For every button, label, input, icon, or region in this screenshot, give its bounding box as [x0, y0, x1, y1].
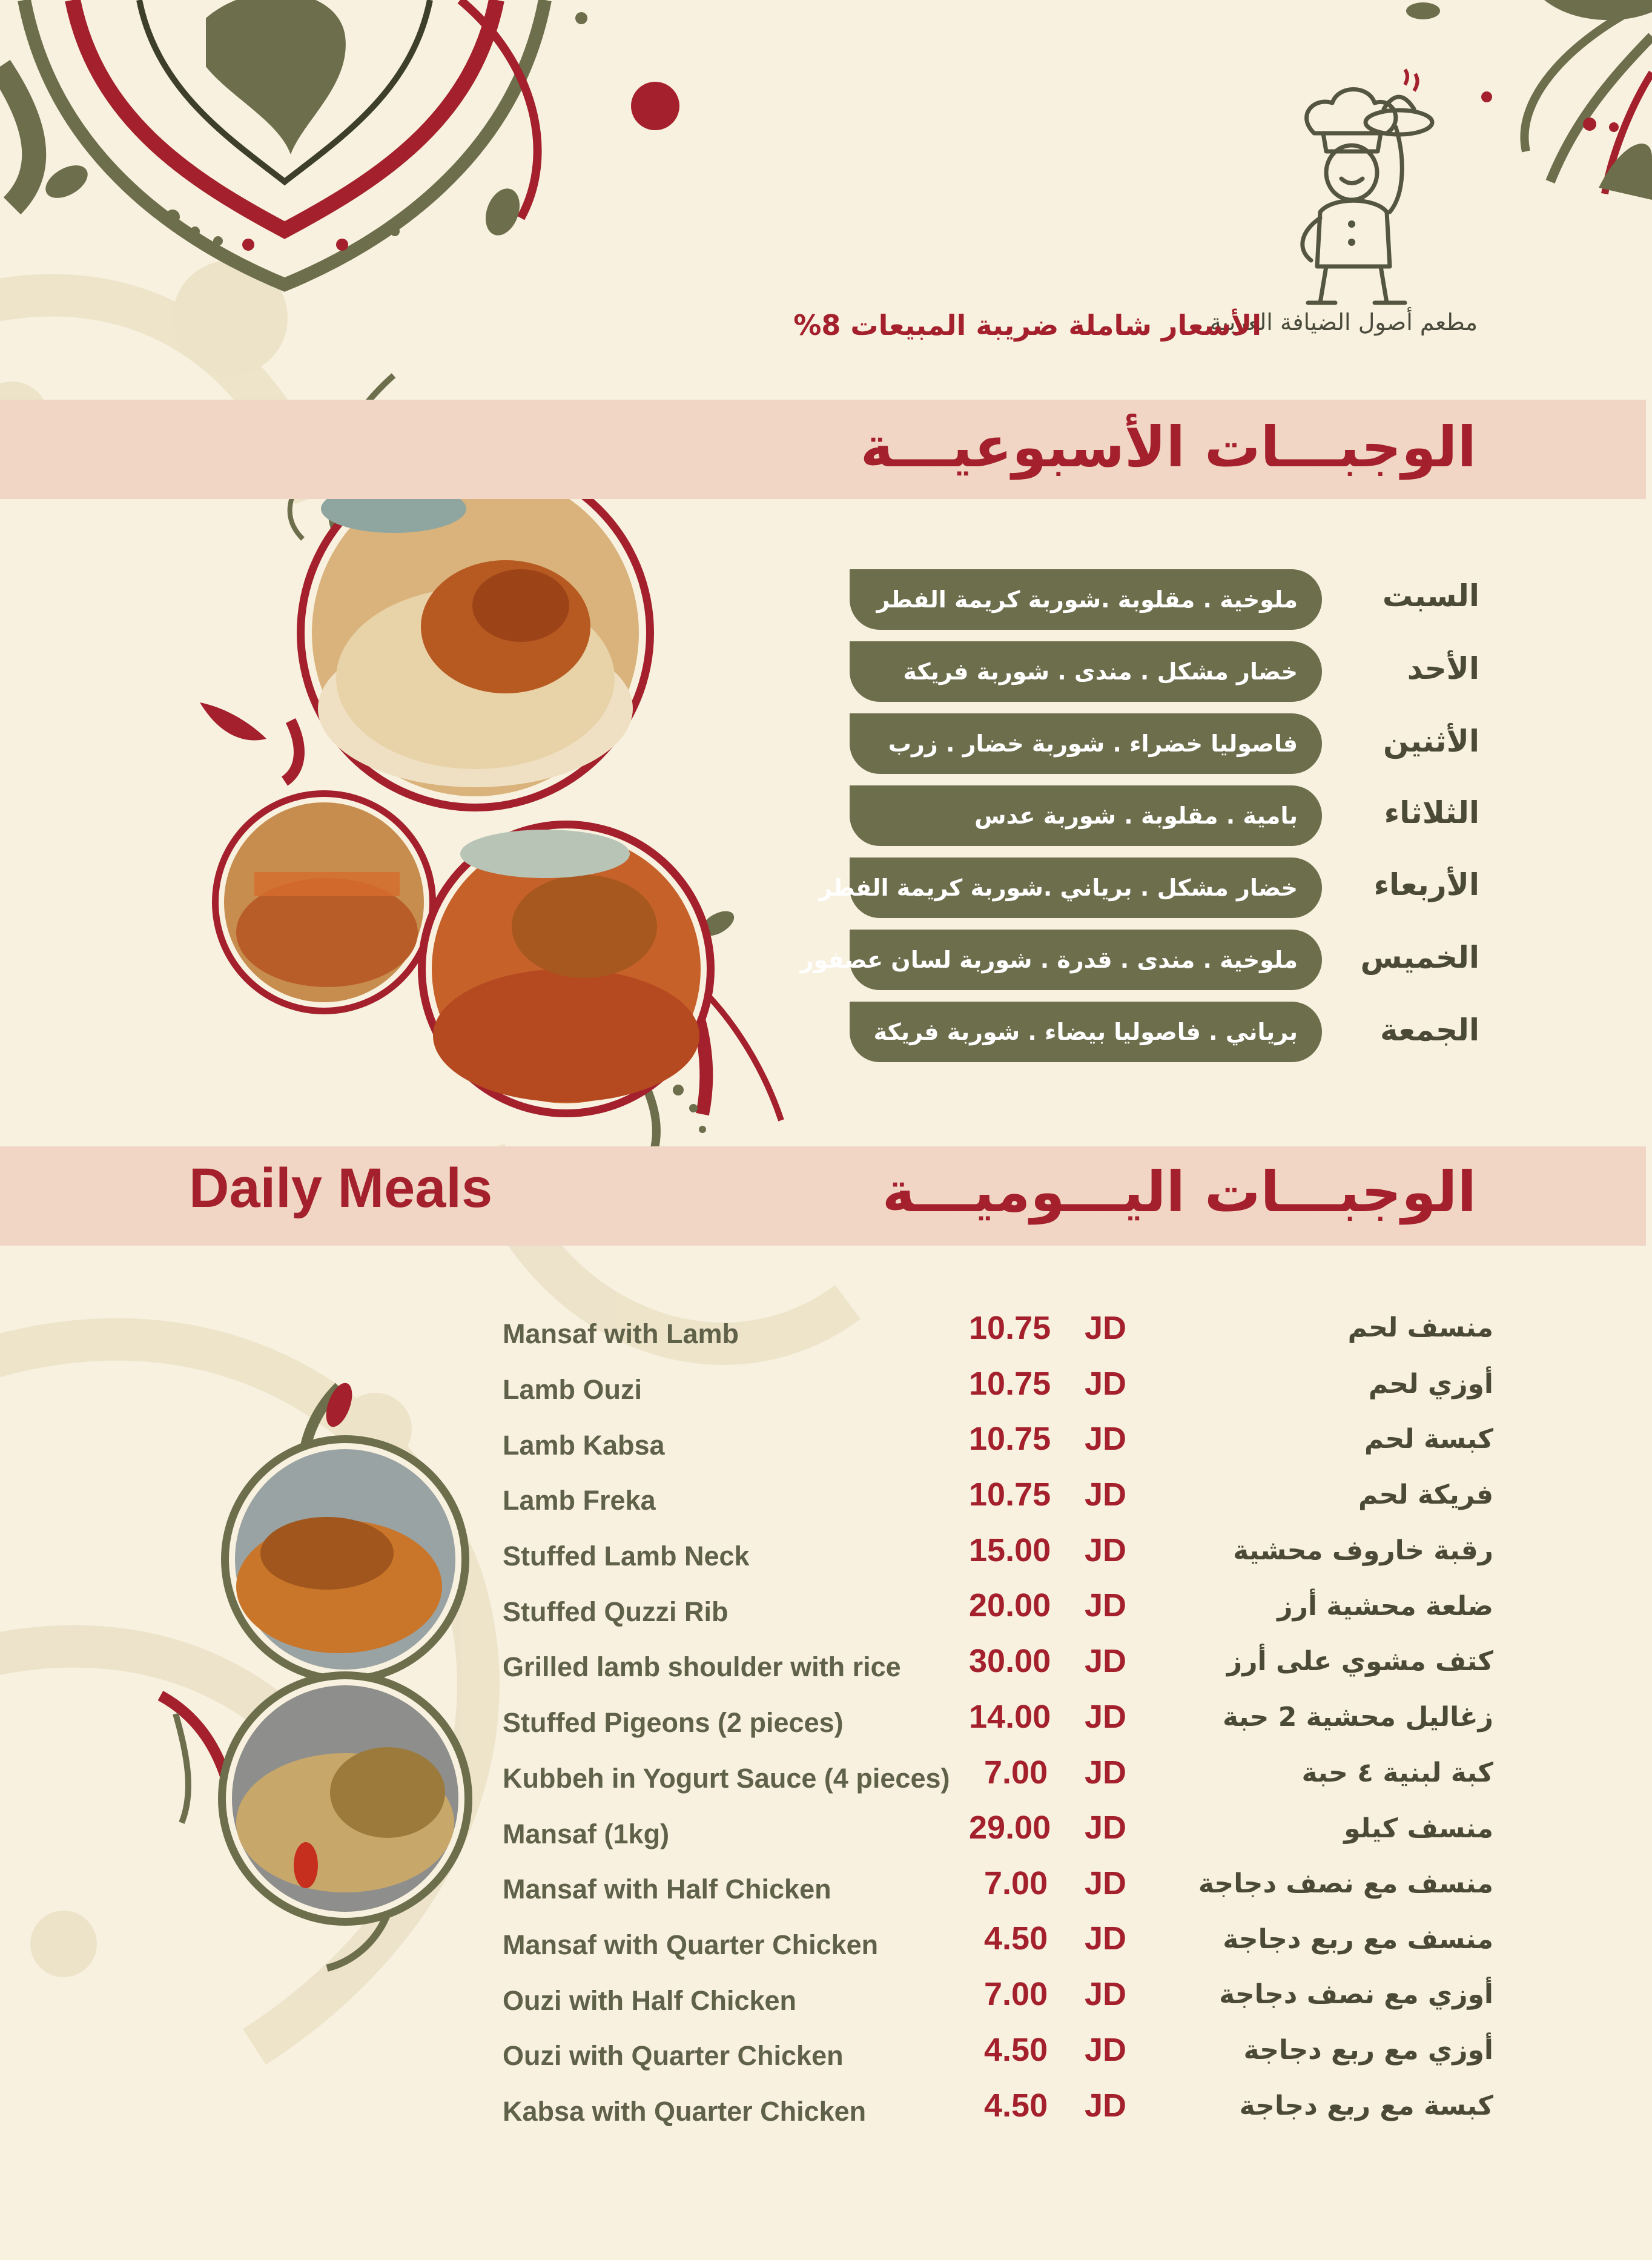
item-name-ar: كبسة مع ربع دجاجة [1239, 2090, 1493, 2121]
price-value: 14.00 [969, 1699, 1051, 1735]
weekly-day-label: الأربعاء [1373, 867, 1479, 902]
weekly-day-meals: خضار مشكل . مندى . شوربة فريكة [850, 641, 1322, 702]
item-name-en: Ouzi with Quarter Chicken [503, 2040, 844, 2071]
restaurant-name: مطعم أصول الضيافة العربية [1210, 309, 1478, 335]
weekly-day-label: الأحد [1407, 651, 1479, 686]
item-name-en: Stuffed Lamb Neck [503, 1541, 750, 1571]
weekly-day-meals: ملوخية . مندى . قدرة . شوربة لسان عصفور [850, 930, 1322, 990]
currency: JD [1084, 1754, 1126, 1791]
item-price [969, 1365, 1126, 1403]
weekly-day-label: الجمعة [1379, 1013, 1479, 1048]
price-value: 4.50 [984, 2087, 1048, 2124]
price-value: 4.50 [984, 1920, 1048, 1957]
currency: JD [1084, 2087, 1126, 2124]
weekly-day-meals: بامية . مقلوبة . شوربة عدس [850, 785, 1322, 846]
price-value: 10.75 [969, 1476, 1051, 1513]
item-name-ar: منسف مع ربع دجاجة [1223, 1924, 1493, 1955]
item-price [969, 1587, 1126, 1624]
weekly-day-label: الخميس [1360, 940, 1479, 975]
weekly-day-meals: ملوخية . مقلوبة .شوربة كريمة الفطر [850, 569, 1322, 630]
item-name-en: Stuffed Pigeons (2 pieces) [503, 1707, 844, 1738]
item-name-en: Lamb Ouzi [503, 1374, 643, 1405]
currency: JD [1084, 1699, 1126, 1735]
weekly-day-meals: فاصوليا خضراء . شوربة خضار . زرب [850, 713, 1322, 774]
item-price [969, 1698, 1126, 1736]
currency: JD [1084, 1865, 1126, 1902]
item-name-ar: رقبة خاروف محشية [1233, 1535, 1493, 1566]
item-name-ar: أوزي مع ربع دجاجة [1243, 2035, 1493, 2066]
item-price [969, 1531, 1126, 1569]
item-price [984, 1754, 1126, 1791]
currency: JD [1084, 1366, 1126, 1402]
item-name-en: Kubbeh in Yogurt Sauce (4 pieces) [503, 1763, 950, 1794]
price-value: 4.50 [984, 2032, 1048, 2068]
weekly-day-label: الثلاثاء [1384, 795, 1479, 830]
currency: JD [1084, 1809, 1126, 1846]
item-name-ar: زغاليل محشية 2 حبة [1223, 1702, 1493, 1733]
item-name-ar: كتف مشوي على أرز [1226, 1646, 1493, 1677]
weekly-day-label: السبت [1382, 578, 1479, 613]
item-name-en: Mansaf (1kg) [503, 1819, 670, 1849]
item-name-ar: منسف مع نصف دجاجة [1198, 1868, 1493, 1899]
currency: JD [1084, 2032, 1126, 2068]
item-price [984, 2031, 1126, 2069]
currency: JD [1084, 1310, 1126, 1346]
item-price [969, 1642, 1126, 1680]
weekly-day-meals: برياني . فاصوليا بيضاء . شوربة فريكة [850, 1002, 1322, 1062]
item-name-en: Mansaf with Lamb [503, 1318, 739, 1349]
item-name-en: Kabsa with Quarter Chicken [503, 2096, 867, 2127]
currency: JD [1084, 1587, 1126, 1624]
price-value: 7.00 [984, 1754, 1048, 1791]
item-price [969, 1309, 1126, 1347]
weekly-title: الوجبـــات الأسبوعيـــة [860, 415, 1476, 480]
currency: JD [1084, 1532, 1126, 1568]
currency: JD [1084, 1643, 1126, 1679]
price-value: 7.00 [984, 1865, 1048, 1902]
item-name-ar: كبسة لحم [1364, 1424, 1493, 1455]
currency: JD [1084, 1421, 1126, 1457]
price-value: 10.75 [969, 1310, 1051, 1346]
item-name-en: Grilled lamb shoulder with rice [503, 1651, 901, 1682]
item-name-en: Lamb Kabsa [503, 1430, 665, 1461]
item-name-ar: منسف كيلو [1344, 1813, 1493, 1844]
item-price [984, 1865, 1126, 1902]
weekly-day-label: الأثنين [1383, 724, 1479, 759]
item-name-en: Ouzi with Half Chicken [503, 1985, 797, 2016]
price-value: 10.75 [969, 1366, 1051, 1402]
price-value: 7.00 [984, 1976, 1048, 2012]
daily-title-arabic: الوجبـــات اليـــوميـــة [882, 1160, 1476, 1224]
item-name-ar: كبة لبنية ٤ حبة [1301, 1757, 1493, 1788]
item-name-en: Stuffed Quzzi Rib [503, 1596, 729, 1627]
daily-title-english: Daily Meals [189, 1157, 493, 1219]
item-name-ar: منسف لحم [1347, 1312, 1493, 1343]
price-value: 29.00 [969, 1809, 1051, 1846]
item-name-ar: ضلعة محشية أرز [1277, 1591, 1493, 1622]
currency: JD [1084, 1920, 1126, 1957]
tax-note: الأسعار شاملة ضريبة المبيعات 8% [793, 309, 1261, 342]
item-name-en: Lamb Freka [503, 1485, 656, 1516]
item-name-en: Mansaf with Quarter Chicken [503, 1929, 879, 1960]
item-name-ar: فريكة لحم [1358, 1479, 1493, 1510]
item-price [984, 1920, 1126, 1957]
price-value: 15.00 [969, 1532, 1051, 1568]
currency: JD [1084, 1976, 1126, 2012]
currency: JD [1084, 1476, 1126, 1513]
price-value: 10.75 [969, 1421, 1051, 1457]
price-value: 30.00 [969, 1643, 1051, 1679]
item-price [969, 1476, 1126, 1513]
weekly-day-meals: خضار مشكل . برياني .شوربة كريمة الفطر [850, 857, 1322, 918]
item-price [984, 2087, 1126, 2124]
item-price [969, 1420, 1126, 1458]
chef-logo-icon [1284, 67, 1441, 309]
item-name-ar: أوزي مع نصف دجاجة [1219, 1979, 1493, 2010]
item-price [969, 1809, 1126, 1846]
price-value: 20.00 [969, 1587, 1051, 1624]
item-name-en: Mansaf with Half Chicken [503, 1874, 831, 1905]
item-name-ar: أوزي لحم [1368, 1369, 1493, 1399]
item-price [984, 1975, 1126, 2013]
